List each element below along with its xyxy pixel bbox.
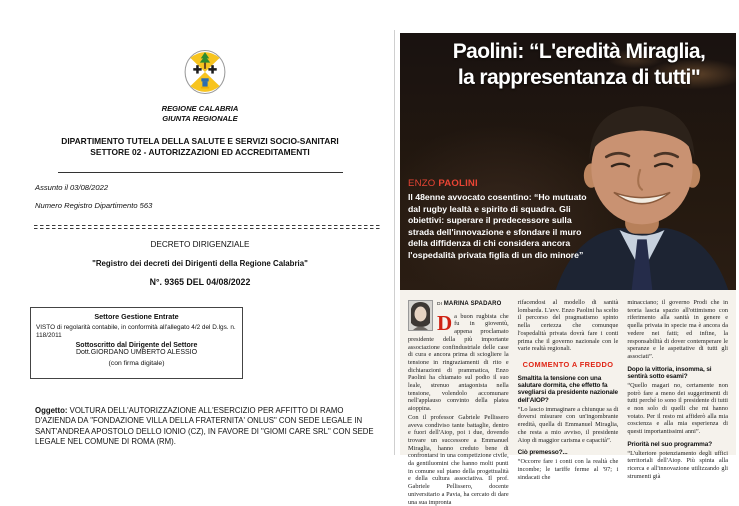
- article-body: [400, 290, 736, 506]
- dept-line2: SETTORE 02 - AUTORIZZAZIONI ED ACCREDITAMENTI: [90, 147, 310, 157]
- answer-4: “L'ulteriore potenziamento degli uffici territoriali dell'Aiop. Più spinta alla ricerca e all'innovazione utilizzando gli strumenti già: [627, 449, 729, 480]
- author-photo: [408, 300, 433, 331]
- article-column-1: [408, 299, 509, 506]
- horizontal-rule: [58, 172, 343, 173]
- register-label: "Registro dei decreti dei Dirigenti della Regione Calabria": [92, 259, 308, 268]
- subject-text: VOLTURA DELL'AUTORIZZAZIONE ALL'ESERCIZIO PER AFFITTO DI RAMO D'AZIENDA DA "FONDAZIONE VILLA DELLA FRATERNITA' ONLUS" CON SEDE LEGALE IN SANT'ANDREA APOSTOLO DELLO IONIO (CZ), IN FAVORE DI "GIOMI CARE SRL" CON SEDE LEGALE NEL COMUNE DI ROMA (RM).: [35, 405, 374, 447]
- question-2: Ciò premesso?...: [517, 449, 568, 457]
- byline-author: MARINA SPADARO: [443, 301, 502, 307]
- article-column-2: [517, 299, 619, 481]
- photo-caption: [408, 178, 590, 262]
- question-4: Priorità nel suo programma?: [627, 440, 713, 448]
- decree-type: DECRETO DIRIGENZIALE: [150, 240, 250, 249]
- answer-2: “Occorre fare i conti con la realtà che incombe; le tariffe ferme al '97; i sindacati che: [517, 458, 619, 481]
- regione-calabria-logo-icon: [184, 50, 226, 94]
- signer-name: Dott.GIORDANO UMBERTO ALESSIO: [75, 349, 198, 357]
- decree-document: [20, 30, 380, 455]
- section-heading: COMMENTO A FREDDO: [522, 359, 614, 369]
- column1-paragraph2: Con il professor Gabriele Pellissero aveva condiviso tante battaglie, dentro e fuori dell'Aiop, poi i due, dovendo trovare un successore a Emmanuel Miraglia, hanno creduto bene di confrontarsi in una competizione civile, da gentiluomini che hanno molti punti in comune sul piano della progettualità e della cultura associativa. Il prof. Gabriele Pellissero, docente universitario a Pavia, ha cercato di dare una sua impronta: [408, 413, 509, 506]
- column2-paragraph1: rifacendosi al modello di sanità lombarda. L'avv. Enzo Paolini ha scelto il percorso del pragmatismo spinto nella certezza che comunque l'ospedalità privata dovrà fare i conti prima che il governo nazionale con le varie realtà regionali.: [517, 299, 619, 353]
- digital-signature-note: (con firma digitale): [108, 360, 165, 368]
- byline-prefix: DI: [437, 302, 444, 307]
- department-heading: [20, 136, 380, 158]
- headline-line1: Paolini: “L'eredità Miraglia,: [452, 40, 706, 63]
- assumed-date: Assunto il 03/08/2022: [35, 183, 109, 192]
- question-3: Dopo la vittoria, insomma, si sentirà sotto esami?: [627, 365, 712, 381]
- column1-paragraph1-text: a buon rugbista che fu in gioventù, appena proclamato presidente della più importante associazione confindustriale delle case di cura e ancora prima di sciogliere la tensione in ringraziamenti di rito e dichiarazioni di prammatica, Enzo Paolini ha chiamato sul podio il suo leale, strenuo antagonista nella tensione, volendolo accomunare nell'applauso convinto della platea aioppina.: [408, 312, 509, 413]
- headline-line2: la rappresentanza di tutti": [457, 65, 701, 89]
- caption-first-name: ENZO: [408, 178, 439, 189]
- question-1: Smaltita la tensione con una salutare dormita, che effetto fa svegliarsi da presidente nazionale dell'AIOP?: [517, 374, 618, 404]
- org-line2: GIUNTA REGIONALE: [162, 113, 238, 123]
- caption-text: Il 48enne avvocato cosentino: “Ho mutuato dal rugby lealtà e spirito di squadra. Gli obiettivi: superare il predecessore sulla strada dell'innovazione e sfondare il muro della diffidenza di chi considera ancora l'ospedalità privata figlia di un dio minore”: [408, 192, 587, 260]
- caption-last-name: PAOLINI: [438, 178, 478, 189]
- signed-label: Sottoscritto dal Dirigente del Settore: [75, 342, 198, 350]
- subject-label: Oggetto:: [35, 405, 68, 415]
- dept-line1: DIPARTIMENTO TUTELA DELLA SALUTE E SERVIZI SOCIO-SANITARI: [61, 136, 339, 146]
- org-name: [20, 104, 380, 123]
- equals-divider: [34, 225, 380, 230]
- signature-box-title: Settore Gestione Entrate: [94, 312, 179, 321]
- page-scan-edge: [394, 30, 395, 455]
- caption-name: [408, 178, 590, 189]
- article-column-3: [627, 299, 729, 480]
- decree-number: N°. 9365 DEL 04/08/2022: [149, 277, 251, 287]
- registry-number: Numero Registro Dipartimento 563: [35, 201, 153, 210]
- visto-text: VISTO di regolarità contabile, in conformità all'allegato 4/2 del D.lgs. n. 118/2011: [36, 324, 236, 339]
- subject-paragraph: [35, 406, 383, 448]
- column3-paragraph1: minacciano; il governo Prodi che in teoria lascia spazio all'ottimismo con riferimento alla sanità in genere e quella privata in specie ma è ancora da vedere nei fatti; ed infine, la responsabilità di dover contemperare le speranze e le aspettative di tutti gli associati”.: [627, 299, 729, 360]
- article-headline: [400, 33, 736, 90]
- magazine-page: [400, 33, 736, 506]
- answer-1: “Lo lascio immaginare a chiunque sa di doversi misurare con un'ingombrante eredità, quella di Emmanuel Miraglia, che resta a mio avviso, il presidente Aiop di maggior carisma e capacità”.: [517, 405, 619, 444]
- answer-3: “Quello magari no, certamente non potrò fare a meno dei suggerimenti di tutti perché io sono il presidente di tutti e non solo di quelli che mi hanno votato. Per il resto mi affiderò alla mia coscienza e alla mia esperienza di questi importantissimi anni”.: [627, 381, 729, 436]
- org-line1: REGIONE CALABRIA: [161, 104, 239, 113]
- drop-cap: D: [437, 310, 453, 335]
- cover-photo: [400, 33, 736, 290]
- signature-box: [30, 307, 243, 379]
